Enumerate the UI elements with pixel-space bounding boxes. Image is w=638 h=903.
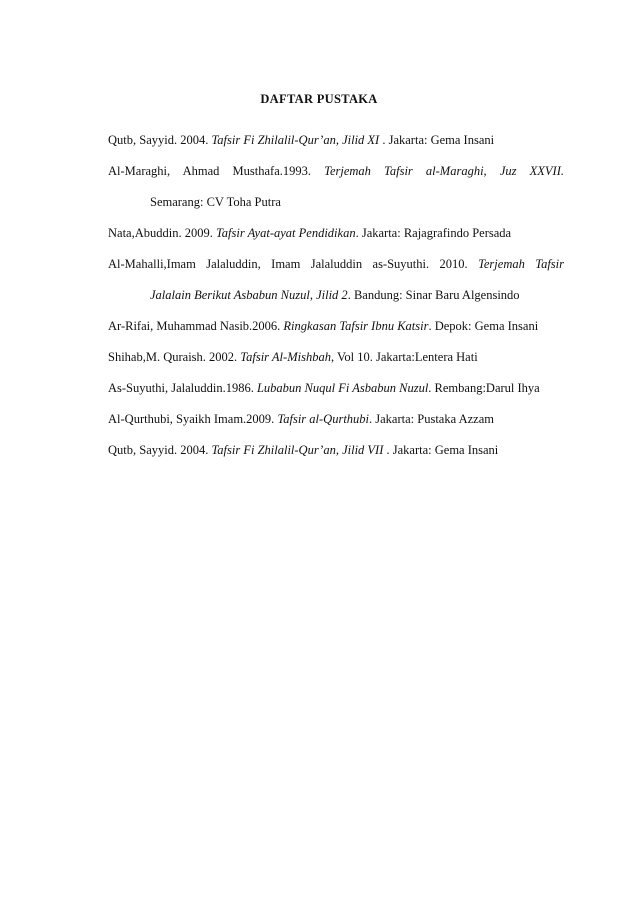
reference-author-year: Nata,Abuddin. 2009. xyxy=(108,226,216,240)
reference-title: Terjemah Tafsir al-Maraghi, Juz XXVII. xyxy=(324,164,564,178)
reference-publisher: . Rembang:Darul Ihya xyxy=(428,381,540,395)
reference-item-3 xyxy=(108,224,564,243)
reference-title: Lubabun Nuqul Fi Asbabun Nuzul xyxy=(256,381,429,395)
reference-line xyxy=(108,317,564,336)
reference-line xyxy=(108,441,564,460)
reference-publisher: . Jakarta: Pustaka Azzam xyxy=(369,412,494,426)
reference-author-year: Ar-Rifai, Muhammad Nasib.2006. xyxy=(108,319,284,333)
reference-title: Terjemah Tafsir xyxy=(478,257,564,271)
reference-publisher: . Depok: Gema Insani xyxy=(428,319,539,333)
reference-line xyxy=(108,410,564,429)
reference-item-9 xyxy=(108,441,564,460)
reference-publisher: , Vol 10. Jakarta:Lentera Hati xyxy=(330,350,478,364)
reference-item-4 xyxy=(108,255,564,305)
reference-title: Tafsir Al-Mishbah xyxy=(240,350,331,364)
reference-line xyxy=(108,379,564,398)
reference-item-5 xyxy=(108,317,564,336)
reference-title: Tafsir Fi Zhilalil-Qur’an, Jilid VII xyxy=(211,443,384,457)
reference-author-year: Shihab,M. Quraish. 2002. xyxy=(108,350,241,364)
reference-title: Ringkasan Tafsir Ibnu Katsir xyxy=(283,319,429,333)
reference-author-year: Al-Maraghi, Ahmad Musthafa.1993. xyxy=(108,164,325,178)
reference-item-2 xyxy=(108,162,564,212)
reference-line xyxy=(108,348,564,367)
reference-item-8 xyxy=(108,410,564,429)
reference-line xyxy=(108,131,564,150)
reference-publisher: . Jakarta: Rajagrafindo Persada xyxy=(355,226,512,240)
reference-line xyxy=(108,255,564,274)
reference-publisher: . Jakarta: Gema Insani xyxy=(383,443,499,457)
reference-title: Tafsir Ayat-ayat Pendidikan xyxy=(215,226,356,240)
reference-publisher: . Jakarta: Gema Insani xyxy=(379,133,495,147)
reference-publisher: . Bandung: Sinar Baru Algensindo xyxy=(347,288,520,302)
reference-title: Jalalain Berikut Asbabun Nuzul, Jilid 2 xyxy=(150,288,348,302)
reference-author-year: As-Suyuthi, Jalaluddin.1986. xyxy=(108,381,257,395)
reference-title: Tafsir al-Qurthubi xyxy=(277,412,370,426)
reference-line xyxy=(108,224,564,243)
reference-publisher: Semarang: CV Toha Putra xyxy=(150,195,281,209)
reference-author-year: Al-Qurthubi, Syaikh Imam.2009. xyxy=(108,412,278,426)
reference-author-year: Qutb, Sayyid. 2004. xyxy=(108,443,212,457)
reference-item-7 xyxy=(108,379,564,398)
reference-list xyxy=(108,131,564,472)
reference-item-6 xyxy=(108,348,564,367)
reference-author-year: Qutb, Sayyid. 2004. xyxy=(108,133,212,147)
reference-line xyxy=(108,162,564,181)
reference-continuation xyxy=(108,193,564,212)
page-title: DAFTAR PUSTAKA xyxy=(260,92,378,106)
reference-author-year: Al-Mahalli,Imam Jalaluddin, Imam Jalaluddin as-Suyuthi. 2010. xyxy=(108,257,479,271)
reference-item-1 xyxy=(108,131,564,150)
reference-title: Tafsir Fi Zhilalil-Qur’an, Jilid XI xyxy=(211,133,380,147)
reference-continuation xyxy=(108,286,564,305)
